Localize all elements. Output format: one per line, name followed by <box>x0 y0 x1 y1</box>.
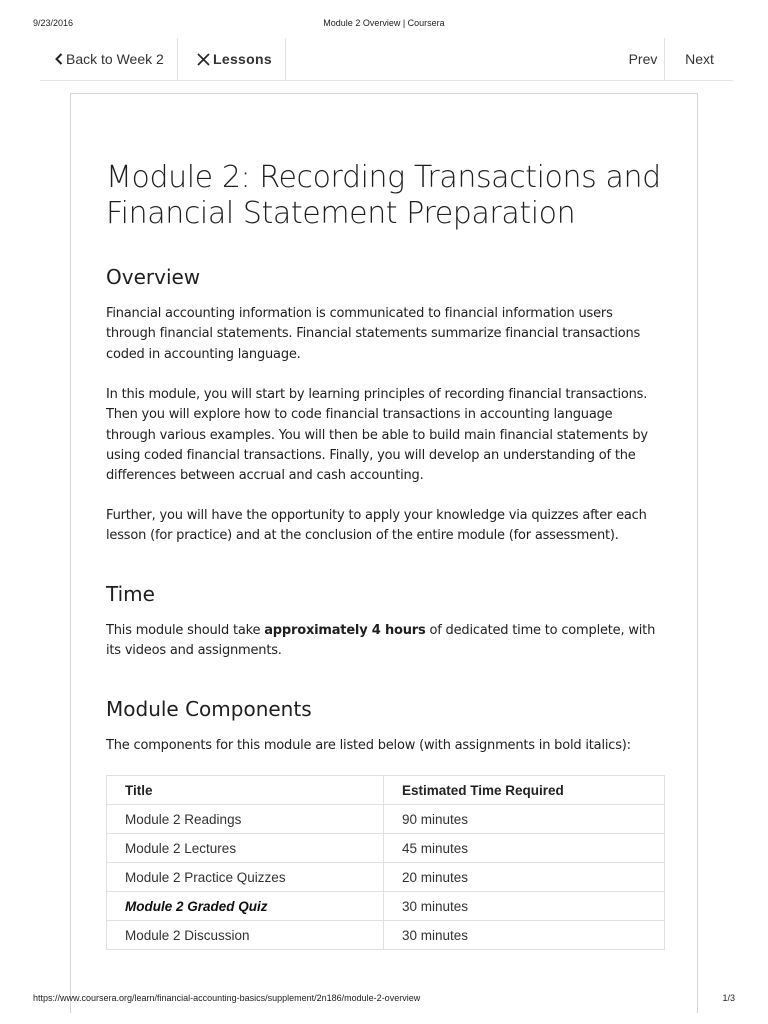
table-cell-time: 30 minutes <box>384 921 665 950</box>
table-cell-title: Module 2 Readings <box>107 805 384 834</box>
table-cell-title: Module 2 Lectures <box>107 834 384 863</box>
module-components-table <box>106 775 665 950</box>
table-row <box>107 892 665 921</box>
print-title: Module 2 Overview | Coursera <box>323 18 445 28</box>
table-cell-time: 45 minutes <box>384 834 665 863</box>
close-icon <box>197 53 210 66</box>
time-text-before: This module should take <box>106 623 265 638</box>
table-cell-time: 30 minutes <box>384 892 665 921</box>
back-to-week-label: Back to Week 2 <box>66 51 164 67</box>
content-card <box>70 93 698 1013</box>
table-cell-title-graded: Module 2 Graded Quiz <box>107 892 384 921</box>
table-row <box>107 863 665 892</box>
table-cell-time: 90 minutes <box>384 805 665 834</box>
print-footer <box>33 993 735 1005</box>
table-header-row <box>107 776 665 805</box>
time-text-after: of dedicated time to complete, with its videos and assignments. <box>106 623 656 659</box>
table-row <box>107 834 665 863</box>
next-label: Next <box>685 51 714 67</box>
lesson-nav-bar <box>40 38 733 81</box>
prev-button[interactable] <box>622 38 664 80</box>
print-url: https://www.coursera.org/learn/financial-accounting-basics/supplement/2n186/module-2-overview <box>33 993 421 1003</box>
print-date: 9/23/2016 <box>33 18 74 28</box>
table-header-title: Title <box>107 776 384 805</box>
time-heading: Time <box>106 582 155 606</box>
table-cell-title: Module 2 Practice Quizzes <box>107 863 384 892</box>
overview-paragraph-2: In this module, you will start by learning principles of recording financial transactions. Then you will explore how to code financial transactions in accounting language through various examples. You will then be able to build main financial statements by using coded financial transactions. Finally, you will develop an understanding of the differences between accrual and cash accounting. <box>106 387 648 484</box>
table-header-time: Estimated Time Required <box>384 776 665 805</box>
table-row <box>107 805 665 834</box>
overview-paragraph-1: Financial accounting information is communicated to financial information users through financial statements. Financial statements summarize financial transactions coded in accounting language. <box>106 306 641 362</box>
page-title: Module 2: Recording Transactions and Financial Statement Preparation <box>106 160 661 231</box>
print-header <box>33 18 735 30</box>
prev-label: Prev <box>628 51 658 67</box>
chevron-left-icon <box>55 53 63 65</box>
overview-heading: Overview <box>106 265 201 289</box>
time-paragraph <box>106 621 666 662</box>
print-page-number: 1/3 <box>722 993 735 1003</box>
overview-paragraph-3: Further, you will have the opportunity to apply your knowledge via quizzes after each lesson (for practice) and at the conclusion of the entire module (for assessment). <box>106 508 647 544</box>
back-to-week-button[interactable] <box>55 38 177 80</box>
table-cell-time: 20 minutes <box>384 863 665 892</box>
lessons-label: Lessons <box>213 51 272 67</box>
table-cell-title: Module 2 Discussion <box>107 921 384 950</box>
components-intro: The components for this module are listed below (with assignments in bold italics): <box>106 738 631 753</box>
module-components-heading: Module Components <box>106 697 312 721</box>
table-row <box>107 921 665 950</box>
next-button[interactable] <box>664 38 734 80</box>
time-duration: approximately 4 hours <box>264 623 426 638</box>
lessons-toggle-button[interactable] <box>177 38 286 80</box>
